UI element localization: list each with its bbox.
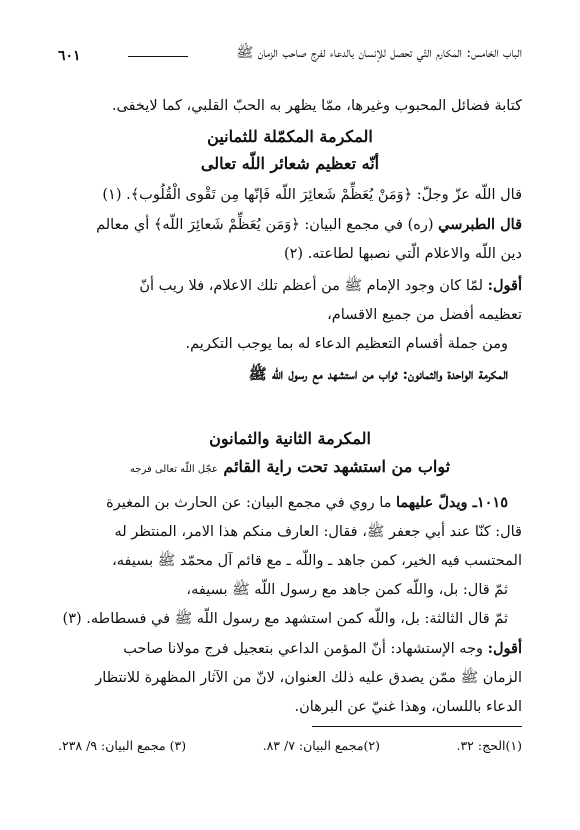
aqul-paragraph [58,271,522,301]
footnote-1: (١)الحج: ٣٢. [456,738,522,753]
page-number: ٦٠١ [58,48,81,64]
section-heading-81: المكرمة الواحدة والثمانون: ثواب من استشهد مع رسول اللّه ﷺ [248,365,508,383]
zaman-line: الزمان ﷺ ممّن يصدق عليه ذلك العنوان، لانّ من الآثار المظهرة للانتظار [95,670,522,686]
hadith-muhtasib-line: المحتسب فيه الخير، كمن جاهد ـ واللّه ـ مع قائم آل محمّد ﷺ بسيفه، [112,553,522,569]
dua-line: الدعاء باللسان، وهذا غنيّ عن البرهان. [294,699,522,715]
quran-paragraph: قال اللّه عزّ وجلّ: ﴿وَمَنْ يُعَظِّمْ شَعائِرَ اللّه فَإنّها مِن تَقْوى الْقُلُوب﴾. (١) [102,187,522,203]
tabarsi-paragraph [58,210,522,240]
aqul-label: أقول: [487,277,522,294]
subheading-82-invocation: عجّل اللّه تعالى فرجه [129,464,218,475]
hadith-1015-paragraph [58,488,522,518]
footnotes [58,738,522,753]
footnote-3: (٣) مجمع البيان: ٩/ ٢٣٨. [58,738,187,753]
section-heading-82: المكرمة الثانية والثمانون [209,429,371,448]
footnote-2: (٢)مجمع البيان: ٧/ ٨٣. [262,738,381,753]
aqul2-label: أقول: [487,640,522,657]
hadith-thumma-1: ثمّ قال: بل، واللّه كمن جاهد مع رسول اللّه ﷺ بسيفه، [186,582,508,598]
section-subheading-82 [58,453,522,484]
section-gap [58,389,522,425]
section-subheading-80: أنّه تعظيم شعائر اللّه تعالى [200,154,380,173]
aqul2-paragraph [58,634,522,664]
hadith-number-label: ١٠١٥ـ ويدلّ عليهما [396,494,508,511]
hadith-thumma-2: ثمّ قال الثالثة: بل، واللّه كمن استشهد مع رسول اللّه ﷺ في فسطاطه. (٣) [62,611,508,627]
tabarsi-label: قال الطبرسي [438,216,522,233]
intro-paragraph: كتابة فضائل المحبوب وغيرها، ممّا يظهر به الحبّ القلبي، كما لايخفى. [111,98,522,114]
hadith-1015-text: ما روي في مجمع البيان: عن الحارث بن المغيرة [106,495,392,511]
aqul2-text: وجه الإستشهاد: أنّ المؤمن الداعي بتعجيل فرج مولانا صاحب [123,641,484,657]
running-header [58,40,522,64]
tabarsi-paragraph-2: دين اللّه والاعلام الّتي نصبها لطاعته. (٢) [283,246,522,262]
header-rule [128,56,188,57]
hadith-qal-line: قال: كنّا عند أبي جعفر ﷺ، فقال: العارف منكم هذا الامر، المنتظر له [114,524,522,540]
footnote-separator [312,726,522,727]
tashrif-paragraph: ومن جملة أقسام التعظيم الدعاء له بما يوجب التكريم. [185,336,508,352]
section-heading-80: المكرمة المكمّلة للثمانين [207,127,373,146]
subheading-82-text: ثواب من استشهد تحت راية القائم [223,457,451,476]
header-title: الباب الخامس: المكارم التّي تحصل للإنسان بالدعاء لفرج صاحب الزمان ﷺ [236,45,522,61]
aqul-paragraph-2: تعظيمه أفضل من جميع الاقسام، [327,307,522,323]
page-body [58,92,522,722]
aqul-text: لمّا كان وجود الإمام ﷺ من أعظم تلك الاعلام، فلا ريب أنّ [139,278,484,294]
tabarsi-text: (ره) في مجمع البيان: ﴿وَمَن يُعَظِّمْ شَعائِرَ اللّه﴾ أي معالم [96,217,434,233]
